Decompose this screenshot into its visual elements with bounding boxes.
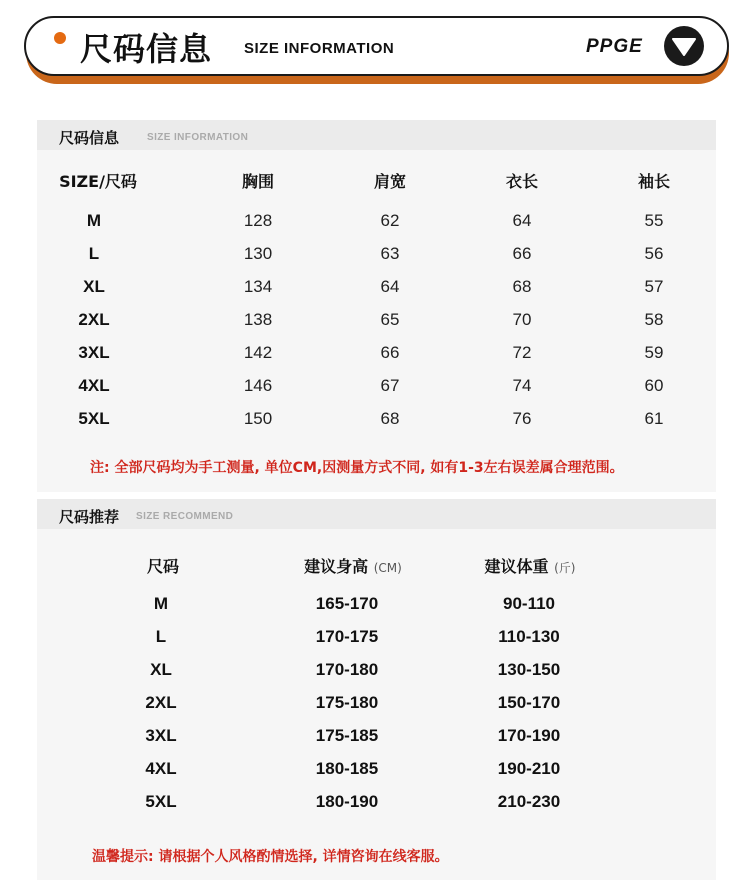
dropdown-toggle-button[interactable] xyxy=(664,26,704,66)
shoulder-cell: 66 xyxy=(380,343,400,362)
shoulder-cell: 65 xyxy=(380,310,400,329)
weight-cell: 130-150 xyxy=(497,660,561,679)
height-cell: 175-185 xyxy=(315,726,379,745)
recommend-table-header-bar xyxy=(37,499,716,529)
sleeve-cell: 55 xyxy=(644,211,664,230)
column-header-height-label: 建议身高 xyxy=(304,557,369,576)
height-cell: 180-190 xyxy=(315,792,379,811)
brand-logo: PPGE xyxy=(586,36,643,57)
height-cell: 170-180 xyxy=(315,660,379,679)
size-cell: XL xyxy=(150,660,172,679)
chest-cell: 134 xyxy=(243,277,273,296)
length-cell: 68 xyxy=(512,277,532,296)
height-cell: 180-185 xyxy=(315,759,379,778)
size-table-header-bar xyxy=(37,120,716,150)
height-cell: 165-170 xyxy=(315,594,379,613)
chest-cell: 128 xyxy=(243,211,273,230)
recommend-table-panel xyxy=(37,499,716,880)
sleeve-cell: 58 xyxy=(644,310,664,329)
weight-cell: 150-170 xyxy=(497,693,561,712)
sleeve-cell: 59 xyxy=(644,343,664,362)
column-header-weight-unit: (斤) xyxy=(554,561,576,575)
length-cell: 74 xyxy=(512,376,532,395)
measurement-note: 注: 全部尺码均为手工测量, 单位CM,因测量方式不同, 如有1-3左右误差属合理范围。 xyxy=(90,460,624,476)
chest-cell: 138 xyxy=(243,310,273,329)
size-cell: 4XL xyxy=(78,376,110,395)
shoulder-cell: 68 xyxy=(380,409,400,428)
weight-cell: 110-130 xyxy=(498,627,560,646)
weight-cell: 90-110 xyxy=(503,594,555,613)
chest-cell: 150 xyxy=(243,409,273,428)
column-header-chest: 胸围 xyxy=(241,172,275,191)
size-cell: 2XL xyxy=(78,310,110,329)
column-header-length: 衣长 xyxy=(505,172,539,191)
size-cell: M xyxy=(153,594,169,613)
sleeve-cell: 56 xyxy=(644,244,664,263)
page-title: 尺码信息 xyxy=(80,30,213,68)
column-header-height-unit: (CM) xyxy=(373,561,402,575)
shoulder-cell: 62 xyxy=(380,211,400,230)
height-cell: 170-175 xyxy=(315,627,379,646)
size-cell: 3XL xyxy=(145,726,177,745)
shoulder-cell: 64 xyxy=(380,277,400,296)
sleeve-cell: 57 xyxy=(644,277,664,296)
recommend-table-title: 尺码推荐 xyxy=(59,508,120,526)
size-cell: 5XL xyxy=(78,409,110,428)
column-header-weight xyxy=(485,554,576,577)
shoulder-cell: 67 xyxy=(380,376,400,395)
weight-cell: 170-190 xyxy=(497,726,561,745)
size-table-subtitle: SIZE INFORMATION xyxy=(147,132,249,143)
size-cell: L xyxy=(155,627,167,646)
weight-cell: 210-230 xyxy=(497,792,561,811)
size-cell: XL xyxy=(83,277,105,296)
column-header-size-label: 尺码 xyxy=(146,557,180,576)
recommend-table-subtitle: SIZE RECOMMEND xyxy=(136,511,234,522)
chevron-down-icon xyxy=(664,26,704,66)
column-header-sleeve: 袖长 xyxy=(637,172,671,191)
weight-cell: 190-210 xyxy=(497,759,561,778)
size-table-panel xyxy=(37,120,716,492)
length-cell: 76 xyxy=(512,409,532,428)
column-header-shoulder: 肩宽 xyxy=(373,172,407,191)
shoulder-cell: 63 xyxy=(380,244,400,263)
length-cell: 66 xyxy=(512,244,532,263)
size-cell: 3XL xyxy=(78,343,110,362)
column-header-height xyxy=(304,554,402,577)
recommend-note: 温馨提示: 请根据个人风格酌情选择, 详情咨询在线客服。 xyxy=(92,849,449,865)
sleeve-cell: 60 xyxy=(644,376,664,395)
chest-cell: 130 xyxy=(243,244,273,263)
column-header-size: SIZE/尺码 xyxy=(59,172,137,191)
column-header-weight-label: 建议体重 xyxy=(484,557,549,576)
size-table-title: 尺码信息 xyxy=(59,129,120,147)
page-subtitle: SIZE INFORMATION xyxy=(244,40,395,57)
column-header-size xyxy=(147,554,179,577)
sleeve-cell: 61 xyxy=(644,409,664,428)
height-cell: 175-180 xyxy=(315,693,379,712)
size-cell: L xyxy=(88,244,100,263)
chest-cell: 142 xyxy=(243,343,273,362)
bullet-dot-icon xyxy=(54,32,66,44)
size-cell: 2XL xyxy=(145,693,177,712)
chest-cell: 146 xyxy=(243,376,273,395)
size-cell: 4XL xyxy=(145,759,177,778)
length-cell: 64 xyxy=(512,211,532,230)
size-cell: 5XL xyxy=(145,792,177,811)
length-cell: 70 xyxy=(512,310,532,329)
length-cell: 72 xyxy=(512,343,532,362)
size-cell: M xyxy=(86,211,102,230)
